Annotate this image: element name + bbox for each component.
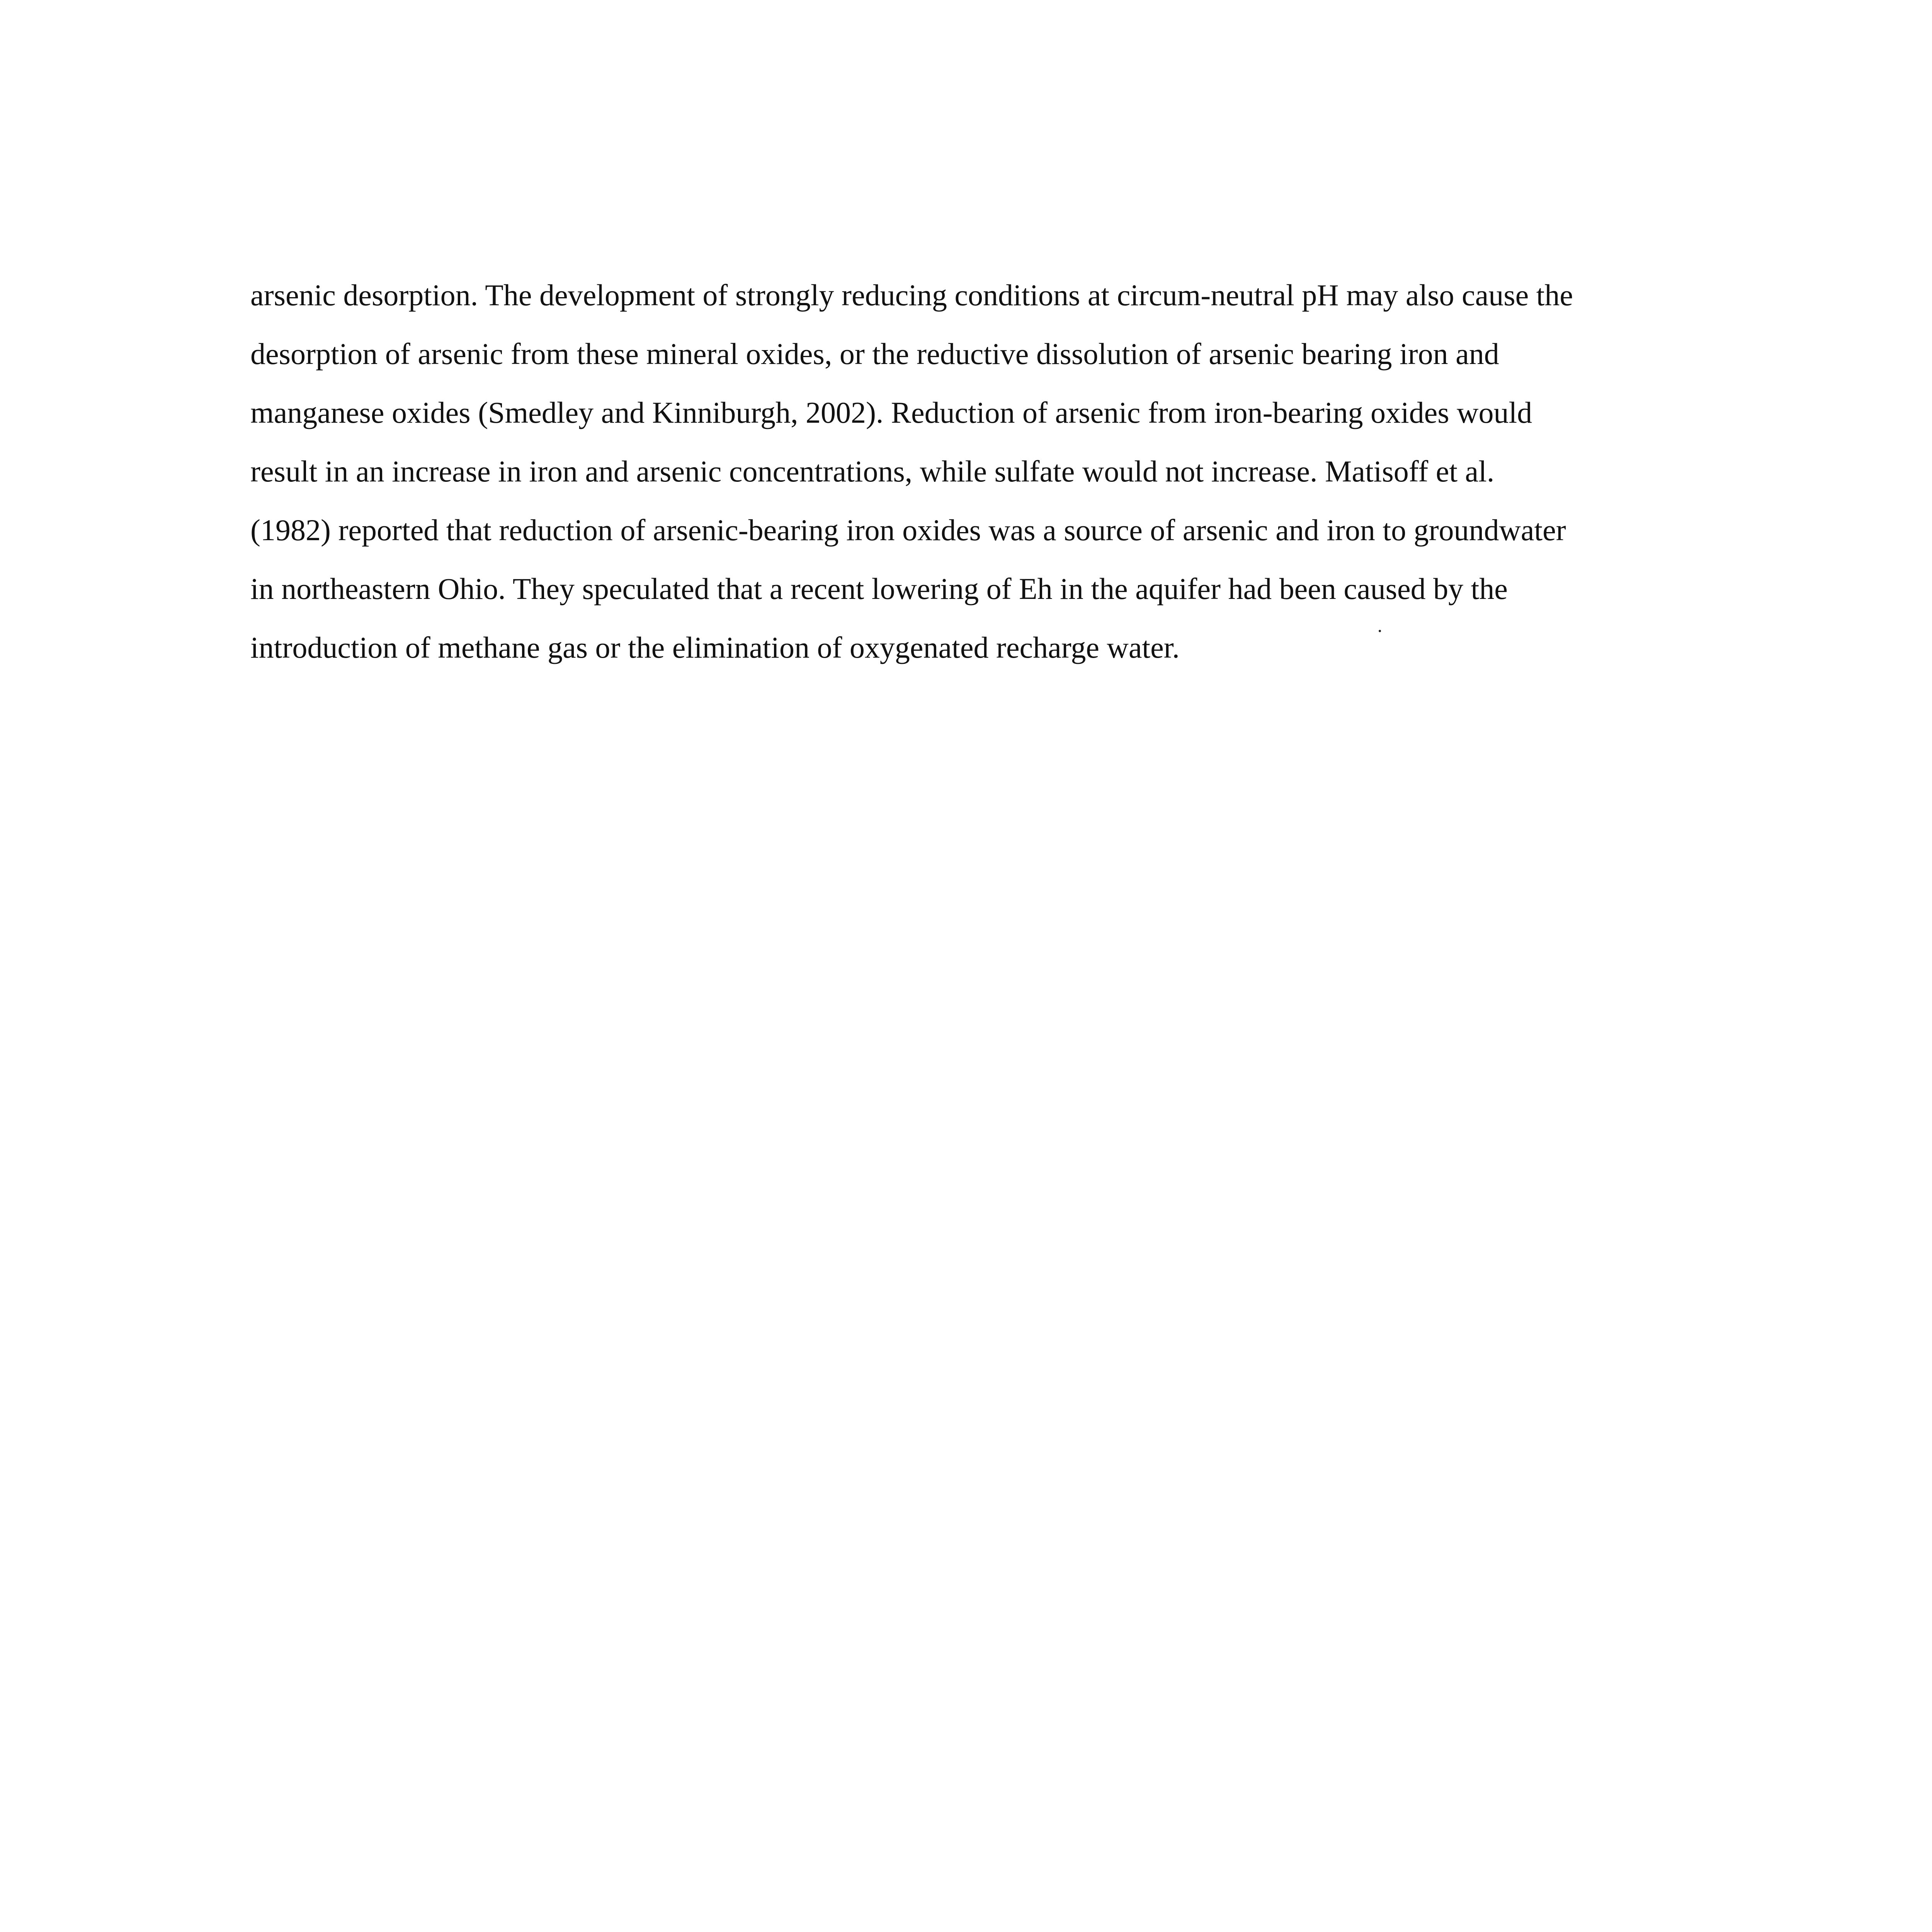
paragraph-line: arsenic desorption. The development of strongly reducing conditions at circum-neutral pH may also cause the: [250, 278, 1573, 312]
paragraph-line: (1982) reported that reduction of arsenic-bearing iron oxides was a source of arsenic and iron to groundwater: [250, 513, 1566, 547]
paragraph-line: manganese oxides (Smedley and Kinniburgh, 2002). Reduction of arsenic from iron-bearing oxides would: [250, 396, 1532, 429]
paragraph-line: result in an increase in iron and arsenic concentrations, while sulfate would not increase. Matisoff et al.: [250, 454, 1495, 488]
paragraph-line: introduction of methane gas or the elimination of oxygenated recharge water.: [250, 631, 1180, 664]
scan-speck: [1379, 630, 1381, 632]
paragraph-line: desorption of arsenic from these mineral oxides, or the reductive dissolution of arsenic bearing iron and: [250, 337, 1499, 371]
body-paragraph: [250, 266, 1757, 677]
paragraph-line: in northeastern Ohio. They speculated that a recent lowering of Eh in the aquifer had been caused by the: [250, 572, 1508, 605]
